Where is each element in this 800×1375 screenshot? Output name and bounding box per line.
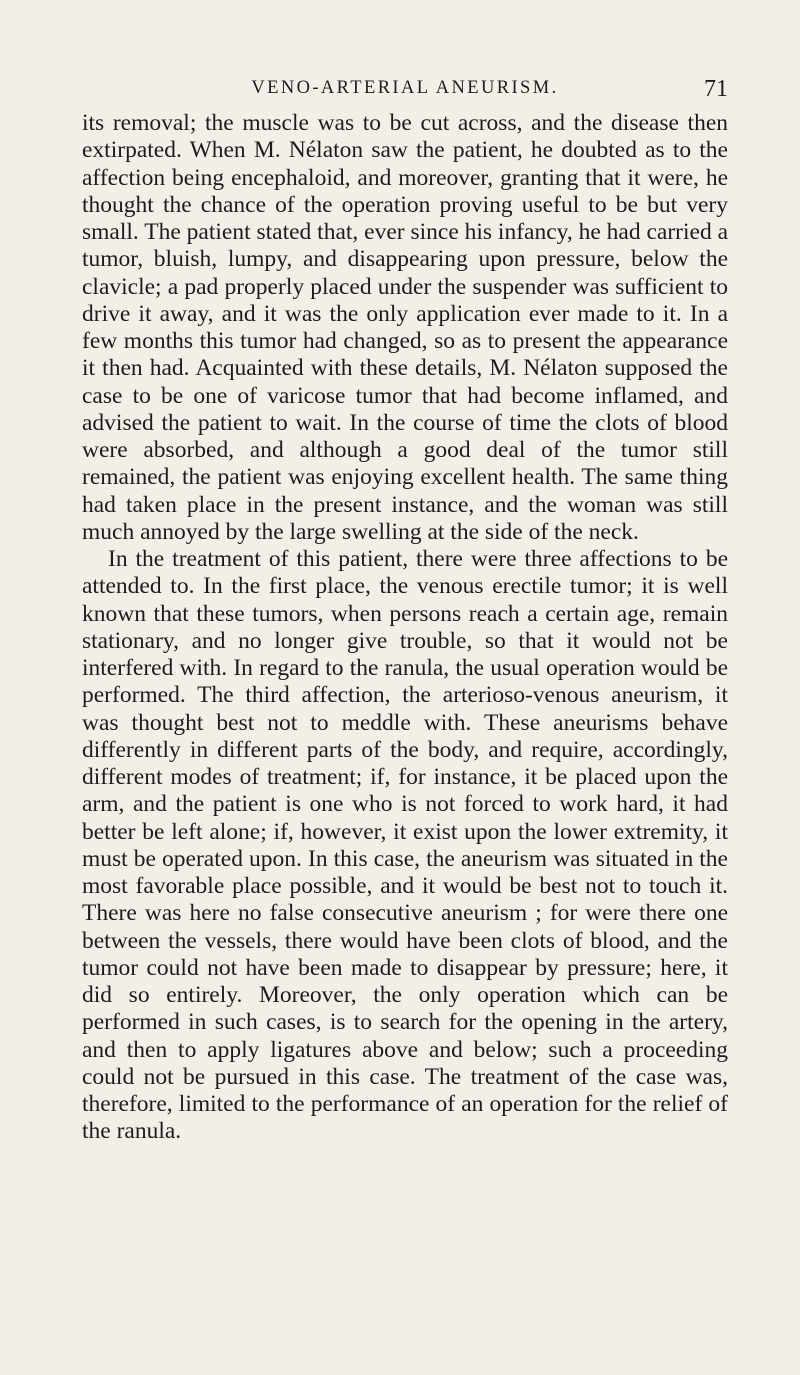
body-text: [82, 110, 728, 1146]
paragraph-continued: its removal; the muscle was to be cut across, and the disease then extirpated. When M. Nélaton saw the patient, he doubted as to the affection being encephaloid, and moreover, granting that it were, he thought the chance of the operation proving useful to be but very small. The patient stated that, ever since his infancy, he had carried a tumor, bluish, lumpy, and disappearing upon pressure, below the clavicle; a pad properly placed under the suspender was sufficient to drive it away, and it was the only application ever made to it. In a few months this tumor had changed, so as to present the appearance it then had. Acquainted with these details, M. Nélaton supposed the case to be one of varicose tumor that had become inflamed, and advised the patient to wait. In the course of time the clots of blood were absorbed, and although a good deal of the tumor still remained, the patient was enjoying excellent health. The same thing had taken place in the present instance, and the woman was still much annoyed by the large swelling at the side of the neck.: [82, 110, 728, 545]
running-title: VENO-ARTERIAL ANEURISM.: [251, 78, 559, 98]
page-number: 71: [704, 76, 728, 102]
paragraph-treatment: In the treatment of this patient, there were three affections to be attended to. In the first place, the venous erectile tumor; it is well known that these tumors, when persons reach a certain age, remain stationary, and no longer give trouble, so that it would not be interfered with. In regard to the ranula, the usual operation would be performed. The third affection, the arterioso-venous aneurism, it was thought best not to meddle with. These aneurisms behave differently in different parts of the body, and require, accordingly, different modes of treatment; if, for instance, it be placed upon the arm, and the patient is one who is not forced to work hard, it had better be left alone; if, however, it exist upon the lower extremity, it must be operated upon. In this case, the aneurism was situated in the most favorable place possible, and it would be best not to touch it. There was here no false consecutive aneurism ; for were there one between the vessels, there would have been clots of blood, and the tumor could not have been made to disappear by pressure; here, it did so entirely. Moreover, the only operation which can be performed in such cases, is to search for the opening in the artery, and then to apply ligatures above and below; such a proceeding could not be pursued in this case. The treatment of the case was, therefore, limited to the performance of an operation for the relief of the ranula.: [82, 546, 728, 1145]
running-header: [82, 78, 728, 104]
